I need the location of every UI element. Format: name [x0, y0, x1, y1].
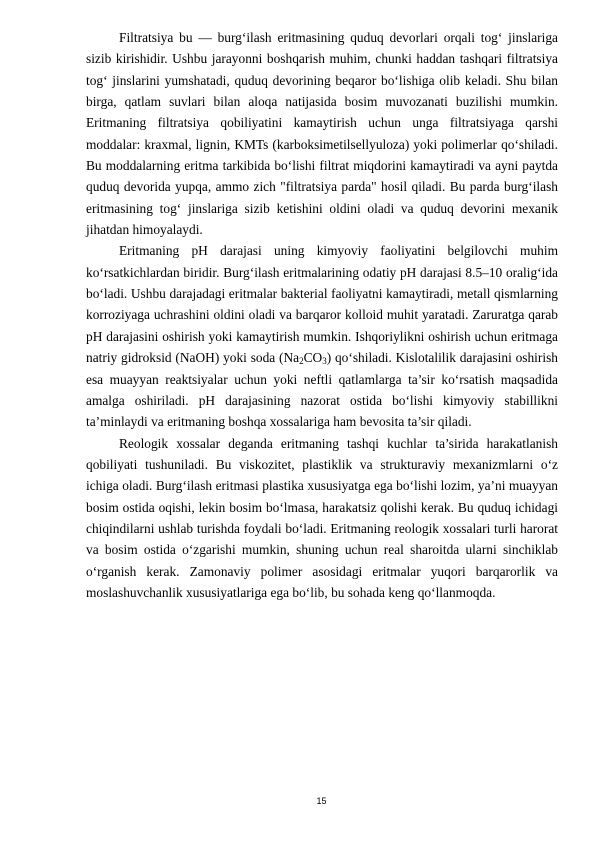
paragraph-rheology: Reologik xossalar deganda eritmaning tashqi kuchlar ta’sirida harakatlanish qobiliyati tushuniladi. Bu viskozitet, plastiklik va strukturaviy mexanizmlarni o‘z ichiga oladi. Burg‘ilash eritmasi plastika xususiyatga ega bo‘lishi lozim, ya’ni muayyan bosim ostida oqishi, lekin bosim bo‘lmasa, harakatsiz qolishi kerak. Bu quduq ichidagi chiqindilarni ushlab turishda foydali bo‘ladi. Eritmaning reologik xossalari turli harorat va bosim ostida o‘zgarishi mumkin, shuning uchun real sharoitda ularni sinchiklab o‘rganish kerak. Zamonaviy polimer asosidagi eritmalar yuqori barqarorlik va moslashuvchanlik xususiyatlariga ega bo‘lib, bu sohada keng qo‘llanmoqda.: [86, 435, 558, 600]
formula-subscript-3: 3: [322, 356, 327, 367]
text-body: [86, 27, 558, 603]
paragraph-ph-text-after: ) qo‘shiladi. Kislotalilik darajasini oshirish esa muayyan reaktsiyalar uchun yoki neftli qatlamlarga ta’sir ko‘rsatish maqsadida amalga oshiriladi. pH darajasining nazorat ostida bo‘lishi kimyoviy stabillikni ta’minlaydi va eritmaning boshqa xossalariga ham bevosita ta’sir qiladi.: [86, 350, 558, 430]
formula-co: CO: [303, 350, 323, 366]
page-number: 15: [316, 796, 327, 806]
paragraph-ph-level: [86, 240, 558, 432]
formula-subscript-2: 2: [299, 356, 304, 367]
paragraph-ph-text-before: Eritmaning pH darajasi uning kimyoviy faoliyatini belgilovchi muhim ko‘rsatkichlardan biridir. Burg‘ilash eritmalarining odatiy pH darajasi 8.5–10 oralig‘ida bo‘ladi. Ushbu darajadagi eritmalar bakterial faoliyatni kamaytiradi, metall qismlarning korroziyaga uchrashini oldini oladi va barqaror kolloid muhit yaratadi. Zaruratga qarab pH darajasini oshirish yoki kamaytirish mumkin. Ishqoriylikni oshirish uchun eritmaga natriy gidroksid (NaOH) yoki soda (Na: [86, 243, 558, 366]
paragraph-filtration: Filtratsiya bu — burg‘ilash eritmasining quduq devorlari orqali tog‘ jinslariga sizib kirishidir. Ushbu jarayonni boshqarish muhim, chunki haddan tashqari filtratsiya tog‘ jinslarini yumshatadi, quduq devorining beqaror bo‘lishiga olib keladi. Shu bilan birga, qatlam suvlari bilan aloqa natijasida bosim muvozanati buzilishi mumkin. Eritmaning filtratsiya qobiliyatini kamaytirish uchun unga filtratsiyaga qarshi moddalar: kraxmal, lignin, KMTs (karboksimetilsellyuloza) yoki polimerlar qo‘shiladi. Bu moddalarning eritma tarkibida bo‘lishi filtrat miqdorini kamaytiradi va ayni paytda quduq devorida yupqa, ammo zich "filtratsiya parda" hosil qiladi. Bu parda burg‘ilash eritmasining tog‘ jinslariga sizib ketishini oldini oladi va quduq devorini mexanik jihatdan himoyalaydi.: [86, 30, 558, 238]
